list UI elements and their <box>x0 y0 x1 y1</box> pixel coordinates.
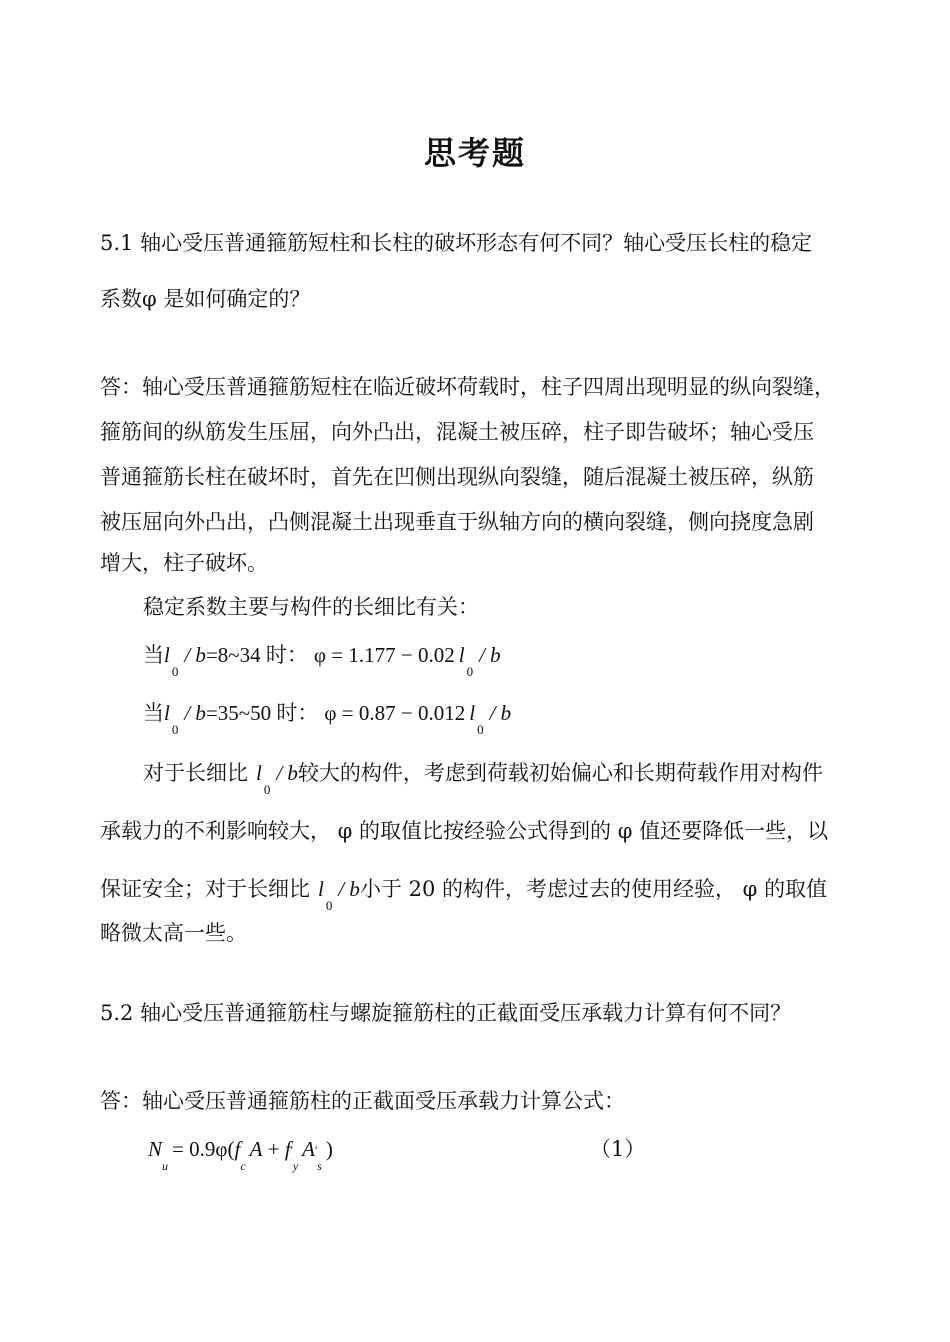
answer-5-2-line-1: 答：轴心受压普通箍筋柱的正截面受压承载力计算公式： <box>100 1089 625 1113</box>
formula-2-l: l <box>164 701 170 725</box>
formula-fy: f <box>284 1137 291 1161</box>
question-5-1-line-1: 5.1 轴心受压普通箍筋短柱和长柱的破坏形态有何不同？轴心受压长柱的稳定 <box>100 231 813 255</box>
formula-sub-s: s <box>317 1159 322 1173</box>
formula-1-lead: 当 <box>143 643 164 667</box>
formula-line-2 <box>143 698 512 737</box>
formula-2-sub-right: 0 <box>477 722 484 737</box>
paragraph-3-text-b: 较大的构件，考虑到荷载初始偏心和长期荷载作用对构件 <box>297 761 823 785</box>
formula-As: A <box>302 1137 315 1161</box>
paragraph-3-l: l <box>256 761 262 785</box>
formula-2-slash-b: / b <box>184 701 206 725</box>
answer-5-1-line-1: 答：轴心受压普通箍筋短柱在临近破坏荷载时，柱子四周出现明显的纵向裂缝， <box>100 375 835 399</box>
formula-1-bearing-capacity <box>148 1134 333 1173</box>
formula-sub-c: c <box>240 1159 246 1173</box>
paragraph-3-sub-2: 0 <box>325 898 333 913</box>
formula-2-eq: φ = 0.87 − 0.012 <box>324 701 466 725</box>
stability-intro: 稳定系数主要与构件的长细比有关： <box>143 595 479 619</box>
formula-2-range: =35~50 时： <box>205 701 319 725</box>
formula-sub-y: y <box>292 1159 299 1173</box>
formula-prime-2: ' <box>315 1143 318 1157</box>
formula-close: ) <box>325 1137 333 1161</box>
formula-prime-1: ' <box>290 1143 293 1157</box>
paragraph-3-sub: 0 <box>263 782 271 797</box>
formula-2-sub: 0 <box>171 722 179 737</box>
formula-line-1 <box>143 640 501 679</box>
question-5-1-line-2: 系数φ 是如何确定的？ <box>100 287 311 311</box>
formula-sub-u: u <box>162 1159 169 1173</box>
answer-5-1-line-4: 被压屈向外凸出，凸侧混凝土出现垂直于纵轴方向的横向裂缝，侧向挠度急剧 <box>100 510 814 534</box>
answer-5-1-line-3: 普通箍筋长柱在破坏时，首先在凹侧出现纵向裂缝，随后混凝土被压碎，纵筋 <box>100 465 814 489</box>
paragraph-3-slash-b: / b <box>276 761 298 785</box>
paragraph-3-text-a: 对于长细比 <box>143 761 248 785</box>
formula-f: f <box>234 1137 241 1161</box>
formula-1-sub-right: 0 <box>466 664 474 679</box>
formula-1-l: l <box>164 643 170 667</box>
question-5-2: 5.2 轴心受压普通箍筋柱与螺旋箍筋柱的正截面受压承载力计算有何不同？ <box>100 1001 792 1025</box>
paragraph-3-line-2: 承载力的不利影响较大， φ 的取值比按经验公式得到的 φ 值还要降低一些，以 <box>100 819 829 843</box>
formula-1-eq: φ = 1.177 − 0.02 <box>313 643 455 667</box>
answer-5-1-line-5: 增大，柱子破坏。 <box>100 551 268 575</box>
paragraph-3-text-d: 保证安全；对于长细比 <box>100 877 310 901</box>
paragraph-3-line-4: 略微太高一些。 <box>100 921 247 945</box>
formula-eq: = 0.9φ( <box>172 1137 235 1161</box>
formula-2-l-right: l <box>469 701 476 725</box>
formula-2-slash-b-right: / b <box>489 701 512 725</box>
paragraph-3-slash-b-2: / b <box>338 877 360 901</box>
formula-1-sub: 0 <box>171 664 179 679</box>
paragraph-3-text-e: 小于 20 的构件，考虑过去的使用经验， φ 的取值 <box>359 877 828 901</box>
formula-1-slash-b-right: / b <box>479 643 501 667</box>
paragraph-3-line-3 <box>100 874 828 913</box>
formula-plus: + <box>262 1137 285 1161</box>
paragraph-3-l-2: l <box>318 877 324 901</box>
formula-number: （1） <box>590 1137 646 1161</box>
paragraph-3-line-1 <box>143 758 823 797</box>
formula-2-lead: 当 <box>143 701 164 725</box>
formula-N: N <box>148 1137 163 1161</box>
formula-1-l-right: l <box>458 643 465 667</box>
answer-5-1-line-2: 箍筋间的纵筋发生压屈，向外凸出，混凝土被压碎，柱子即告破坏；轴心受压 <box>100 420 814 444</box>
formula-1-slash-b: / b <box>184 643 206 667</box>
formula-A: A <box>249 1137 263 1161</box>
page-title: 思考题 <box>423 134 526 172</box>
formula-1-range: =8~34 时： <box>205 643 308 667</box>
